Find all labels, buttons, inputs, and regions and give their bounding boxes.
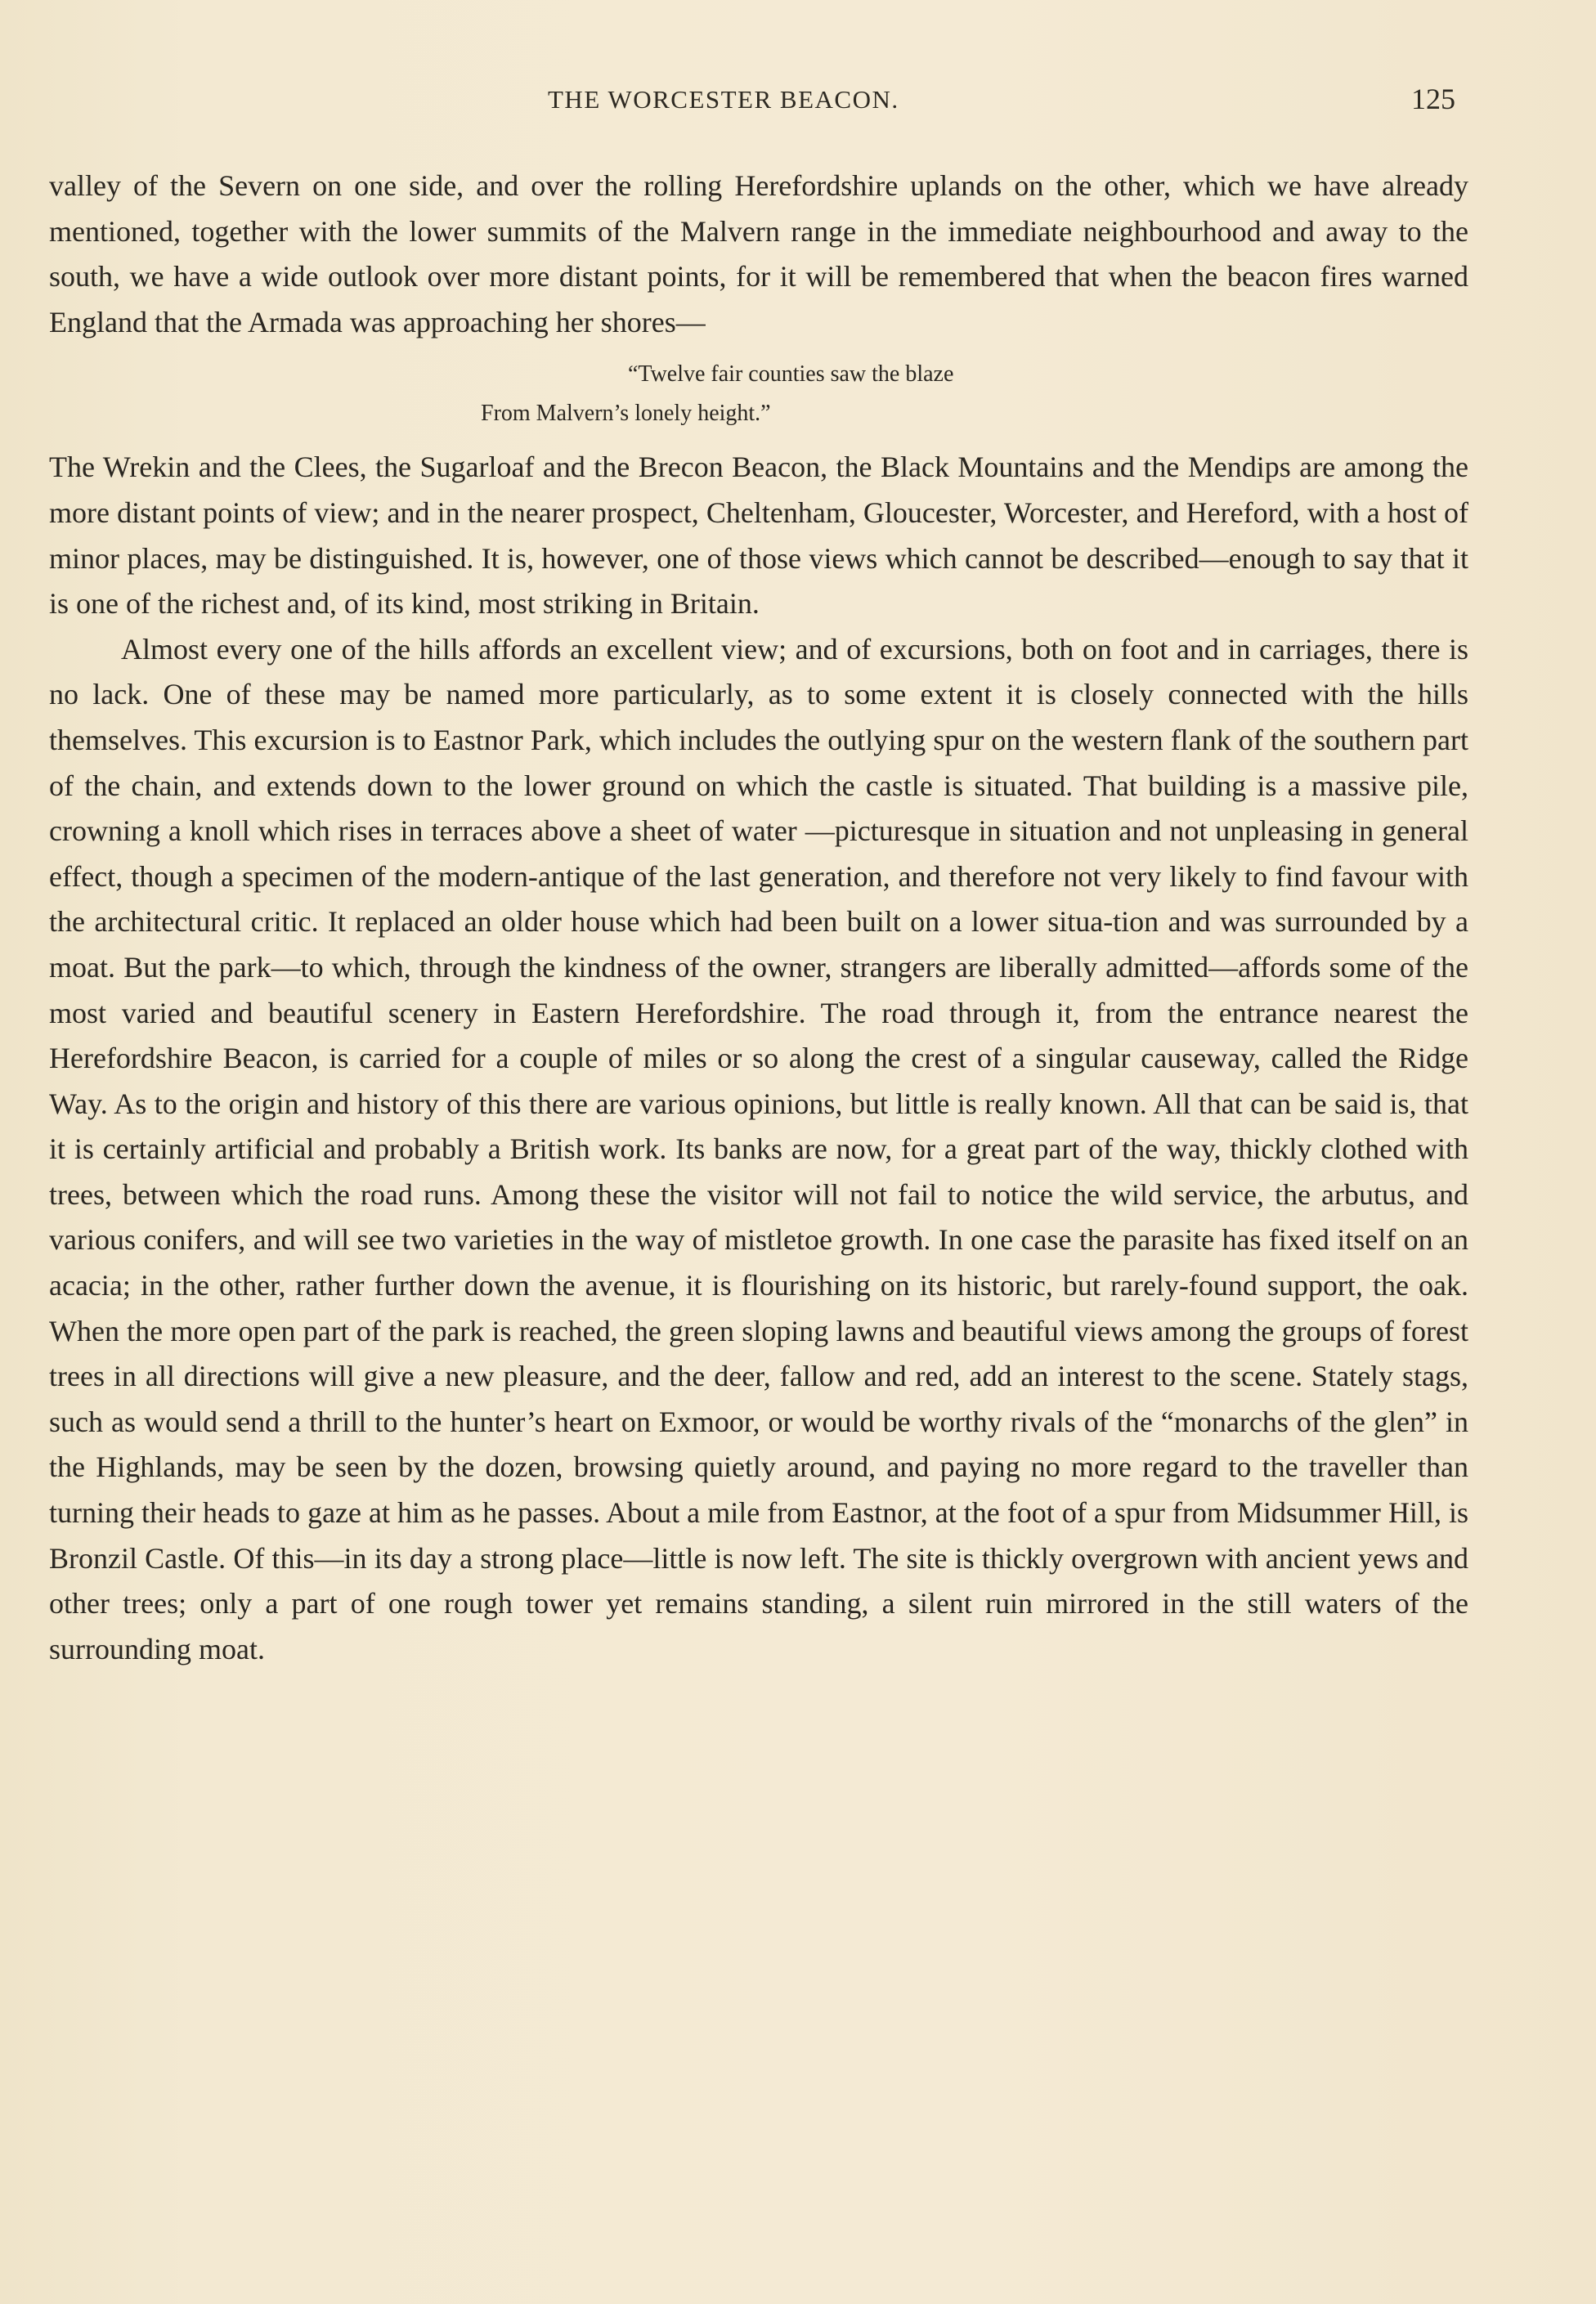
verse-line-1: “Twelve fair counties saw the blaze [628,361,954,388]
page-header [49,85,1455,126]
running-head: THE WORCESTER BEACON. [548,85,899,114]
paragraph-3: Almost every one of the hills affords an excellent view; and of excursions, both on foot and in carriages, there is no lack. One of these may be named more particularly, as to some extent it is closely connected with the hills themselves. This excursion is to Eastnor Park, which includes the outlying spur on the western flank of the southern part of the chain, and extends down to the lower ground on which the castle is situated. That building is a massive pile, crowning a knoll which rises in terraces above a sheet of water —picturesque in situation and not unpleasing in general effect, though a specimen of the modern-antique of the last generation, and therefore not very likely to find favour with the architectural critic. It replaced an older house which had been built on a lower situa-tion and was surrounded by a moat. But the park—to which, through the kindness of the owner, strangers are liberally admitted—affords some of the most varied and beautiful scenery in Eastern Herefordshire. The road through it, from the entrance nearest the Herefordshire Beacon, is carried for a couple of miles or so along the crest of a singular causeway, called the Ridge Way. As to the origin and history of this there are various opinions, but little is really known. All that can be said is, that it is certainly artificial and probably a British work. Its banks are now, for a great part of the way, thickly clothed with trees, between which the road runs. Among these the visitor will not fail to notice the wild service, the arbutus, and various conifers, and will see two varieties in the way of mistletoe growth. In one case the parasite has fixed itself on an acacia; in the other, rather further down the avenue, it is flourishing on its historic, but rarely-found support, the oak. When the more open part of the park is reached, the green sloping lawns and beautiful views among the groups of forest trees in all directions will give a new pleasure, and the deer, fallow and red, add an interest to the scene. Stately stags, such as would send a thrill to the hunter’s heart on Exmoor, or would be worthy rivals of the “monarchs of the glen” in the Highlands, may be seen by the dozen, browsing quietly around, and paying no more regard to the traveller than turning their heads to gaze at him as he passes. About a mile from Eastnor, at the foot of a spur from Midsummer Hill, is Bronzil Castle. Of this—in its day a strong place—little is now left. The site is thickly overgrown with ancient yews and other trees; only a part of one rough tower yet remains standing, a silent ruin mirrored in the still waters of the surrounding moat. [49,632,1468,1665]
paragraph-1: valley of the Severn on one side, and over the rolling Herefordshire uplands on the other, which we have already mentioned, together with the lower summits of the Malvern range in the immediate neighbourhood and away to the south, we have a wide outlook over more distant points, for it will be remembered that when the beacon fires warned England that the Armada was approaching her shores— [49,169,1468,338]
paragraph-2: The Wrekin and the Clees, the Sugarloaf and the Brecon Beacon, the Black Mountains and the Mendips are among the more distant points of view; and in the nearer prospect, Cheltenham, Gloucester, Worcester, and Hereford, with a host of minor places, may be distinguished. It is, however, one of those views which cannot be described—enough to say that it is one of the richest and, of its kind, most striking in Britain. [49,450,1468,621]
body-text [49,164,1468,1672]
verse-line-2: From Malvern’s lonely height.” [481,401,771,427]
page-number: 125 [1411,83,1455,115]
verse-quotation [49,345,1468,445]
